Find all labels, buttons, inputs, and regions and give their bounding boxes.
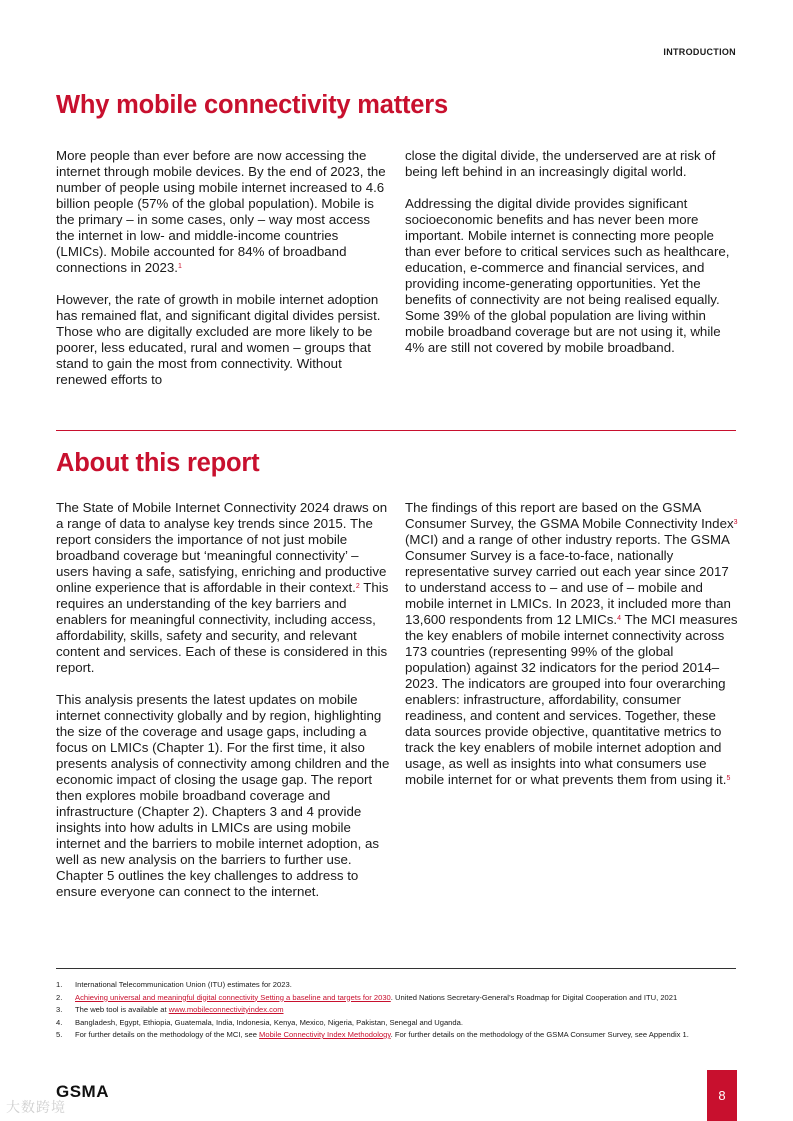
paragraph: This analysis presents the latest updates on mobile internet connectivity globally and by region, highlighting the size of the coverage and usage gaps, including a focus on LMICs (Chapter 1). For the first time, it also presents analysis of connectivity among children and the economic impact of closing the usage gap. The report then explores mobile broadband coverage and infrastructure (Chapter 2). Chapters 3 and 4 provide insights into how adults in LMICs are using mobile internet and the barriers to mobile internet adoption, as well as new analysis on the barriers to further use. Chapter 5 outlines the key challenges to address to ensure everyone can connect to the internet.: [56, 692, 390, 899]
footnote-item: 3. The web tool is available at www.mobileconnectivityindex.com: [56, 1005, 284, 1014]
footnote-item: 2. Achieving universal and meaningful digital connectivity Setting a baseline and targets for 2030. United Nations Secretary-General’s Roadmap for Digital Cooperation and ITU, 2021: [56, 992, 678, 1002]
section-heading-about: About this report: [56, 449, 260, 477]
why-column-right: [405, 148, 740, 356]
paragraph: The findings of this report are based on the GSMA Consumer Survey, the GSMA Mobile Connectivity Index$^3$ (MCI) and a range of other industry reports. The GSMA Consumer Survey is a face-to-face, nationally representative survey carried out each year since 2017 to understand access to – and use of – mobile and mobile internet in LMICs. In 2023, it included more than 13,600 respondents from 12 LMICs.$^4$ The MCI measures the key enablers of mobile internet connectivity across 173 countries (representing 99% of the global population) against 32 indicators for the period 2014–2023. The indicators are grouped into four overarching enablers: infrastructure, affordability, consumer readiness, and content and services. Together, these data sources provide objective, quantitative metrics to track the key enablers of mobile internet adoption and usage, as well as insights into what consumers use mobile internet for or what prevents them from using it.$^5$: [405, 500, 738, 787]
why-column-left: [56, 148, 391, 388]
section-divider: [56, 430, 736, 431]
section-label: INTRODUCTION: [663, 47, 736, 57]
page-number: 8: [707, 1070, 737, 1121]
footnote-ref[interactable]: 5: [726, 775, 731, 782]
footnote-item: 4. Bangladesh, Egypt, Ethiopia, Guatemala, India, Indonesia, Kenya, Mexico, Nigeria, Pakistan, Senegal and Uganda.: [56, 1017, 463, 1027]
footnote-ref[interactable]: 1: [177, 263, 182, 270]
footnote-divider: [56, 968, 736, 969]
paragraph: Addressing the digital divide provides significant socioeconomic benefits and has never been more important. Mobile internet is connecting more people than ever before to critical services such as healthcare, education, e-commerce and financial services, and providing income-generating opportunities. Yet the benefits of connectivity are not being realised equally. Some 39% of the global population are living within mobile broadband coverage but are not using it, while 4% are still not covered by mobile broadband.: [405, 196, 730, 355]
footnote-link[interactable]: Achieving universal and meaningful digital connectivity Setting a baseline and targets for 2030: [75, 992, 391, 1002]
footnote-link[interactable]: www.mobileconnectivityindex.com: [168, 1005, 284, 1014]
about-column-left: [56, 500, 391, 900]
section-heading-why: Why mobile connectivity matters: [56, 91, 448, 119]
gsma-logo: GSMA: [56, 1082, 109, 1101]
paragraph: However, the rate of growth in mobile internet adoption has remained flat, and significant digital divides persist. Those who are digitally excluded are more likely to be poorer, less educated, rural and women – groups that stand to gain the most from connectivity. Without renewed efforts to: [56, 292, 381, 387]
footnote-ref[interactable]: 2: [355, 583, 360, 590]
footnote-item: 1. International Telecommunication Union (ITU) estimates for 2023.: [56, 980, 292, 989]
footnote-ref[interactable]: 4: [617, 615, 622, 622]
paragraph: More people than ever before are now accessing the internet through mobile devices. By the end of 2023, the number of people using mobile internet increased to 4.6 billion people (57% of the global population). Mobile is the primary – in some cases, only – way most access the internet in low- and middle-income countries (LMICs). Mobile accounted for 84% of broadband connections in 2023.$^1$: [56, 148, 386, 275]
footnotes: [56, 980, 736, 1043]
about-column-right: [405, 500, 740, 788]
paragraph: close the digital divide, the underserved are at risk of being left behind in an increasingly digital world.: [405, 148, 716, 179]
footnote-item: 5. For further details on the methodology of the MCI, see Mobile Connectivity Index Methodology. For further details on the methodology of the GSMA Consumer Survey, see Appendix 1.: [56, 1030, 689, 1039]
watermark: 大数跨境: [6, 1099, 66, 1115]
footnote-ref[interactable]: 3: [733, 519, 738, 526]
paragraph: The State of Mobile Internet Connectivity 2024 draws on a range of data to analyse key trends since 2015. The report considers the importance of not just mobile broadband coverage but ‘meaningful connectivity’ – users having a safe, satisfying, enriching and productive online experience that is affordable in their context.$^2$ This requires an understanding of the key barriers and enablers for meaningful connectivity, including access, affordability, skills, safety and security, and relevant content and services. Each of these is considered in this report.: [56, 500, 389, 675]
footnote-link[interactable]: Mobile Connectivity Index Methodology: [259, 1030, 391, 1039]
